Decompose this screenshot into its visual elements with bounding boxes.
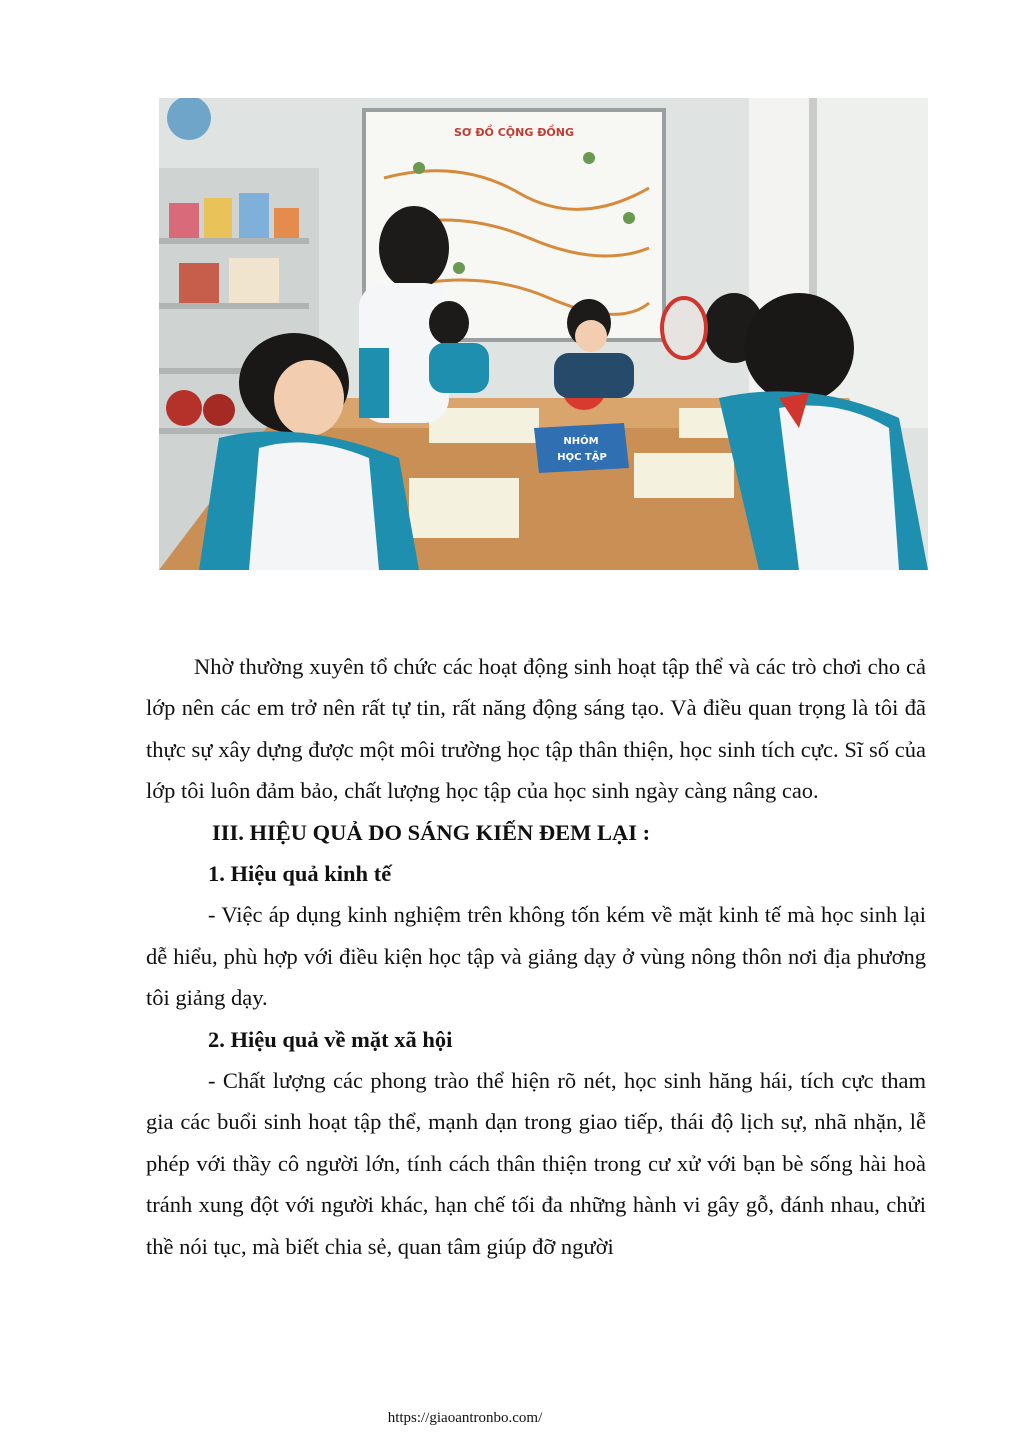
subheading-social-effect: 2. Hiệu quả về mặt xã hội: [208, 1026, 453, 1052]
footer: [0, 1410, 930, 1427]
paragraph-3: - Chất lượng các phong trào thể hiện rõ nét, học sinh hăng hái, tích cực tham gia các buổi sinh hoạt tập thể, mạnh dạn trong giao tiếp, thái độ lịch sự, nhã nhặn, lễ phép với thầy cô người lớn, tính cách thân thiện trong cư xử với bạn bè sống hài hoà tránh xung đột với người khác, hạn chế tối đa những hành vi gây gỗ, đánh nhau, chửi thề nói tục, mà biết chia sẻ, quan tâm giúp đỡ người: [146, 1068, 926, 1259]
document-body: [146, 646, 926, 1267]
section-heading-3: III. HIỆU QUẢ DO SÁNG KIẾN ĐEM LẠI :: [212, 819, 651, 845]
footer-url[interactable]: https://giaoantronbo.com/: [387, 1410, 543, 1426]
subheading-economic-effect: 1. Hiệu quả kinh tế: [208, 861, 392, 887]
classroom-illustration: [159, 98, 928, 570]
classroom-photo: [159, 98, 928, 570]
board-title: SƠ ĐỒ CỘNG ĐỒNG: [453, 126, 575, 139]
sign-line-1: NHÓM: [563, 436, 599, 447]
paragraph-1: Nhờ thường xuyên tổ chức các hoạt động sinh hoạt tập thể và các trò chơi cho cả lớp nên các em trở nên rất tự tin, rất năng động sáng tạo. Và điều quan trọng là tôi đã thực sự xây dựng được một môi trường học tập thân thiện, học sinh tích cực. Sĩ số của lớp tôi luôn đảm bảo, chất lượng học tập của học sinh ngày càng nâng cao.: [146, 654, 926, 804]
paragraph-2: - Việc áp dụng kinh nghiệm trên không tốn kém về mặt kinh tế mà học sinh lại dễ hiểu, phù hợp với điều kiện học tập và giảng dạy ở vùng nông thôn nơi địa phương tôi giảng dạy.: [146, 902, 926, 1011]
sign-line-2: HỌC TẬP: [557, 452, 607, 463]
